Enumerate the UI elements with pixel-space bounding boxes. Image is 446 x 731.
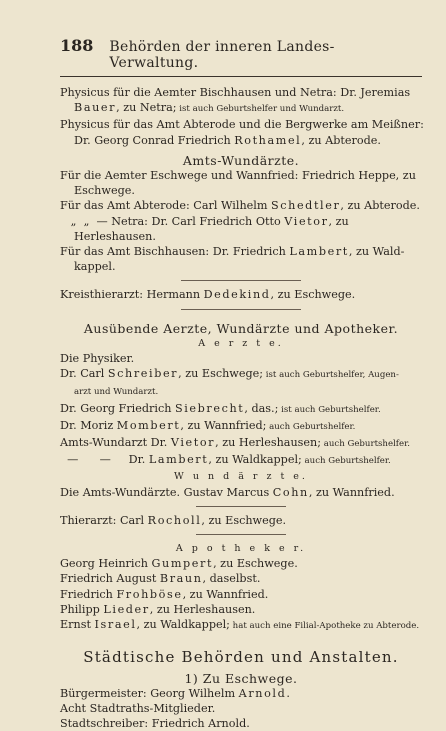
list-item: — — Dr. Lambert, zu Waldkappel; auch Geburtshelfer. xyxy=(60,453,391,467)
kreisthierarzt-line: Kreisthierarzt: Hermann Dedekind, zu Eschwege. xyxy=(60,288,356,302)
section-heading: Städtische Behörden und Anstalten. xyxy=(83,648,399,667)
list-item: Dr. Moriz Mombert, zu Wannfried; auch Geburtshelfer. xyxy=(60,418,356,432)
subsection-heading: 1) Zu Eschwege. xyxy=(184,670,298,686)
list-item: Bürgermeister: Georg Wilhelm Arnold. xyxy=(60,686,290,700)
divider xyxy=(196,534,286,535)
staedtische-list xyxy=(60,686,422,731)
list-item: arzt und Wundarzt. xyxy=(74,387,159,398)
list-item: Die Physiker. xyxy=(60,352,135,366)
physicus-section xyxy=(60,85,422,148)
text-line: Dr. Georg Conrad Friedrich Rothamel, zu Abterode. xyxy=(74,133,381,147)
list-item: Georg Heinrich Gumpert, zu Eschwege. xyxy=(60,557,298,571)
list-item: Ernst Israel, zu Waldkappel; hat auch eine Filial-Apotheke zu Abterode. xyxy=(60,618,420,632)
divider xyxy=(196,506,286,507)
section-heading: Ausübende Aerzte, Wundärzte und Apotheker. xyxy=(83,320,399,336)
subsection-heading: W u n d ä r z t e. xyxy=(174,471,308,483)
apotheker-list xyxy=(60,556,422,634)
list-item: Dr. Carl Schreiber, zu Eschwege; ist auch Geburtshelfer, Augen- xyxy=(60,367,399,381)
section-heading: Amts-Wundärzte. xyxy=(182,152,300,168)
list-item: Amts-Wundarzt Dr. Vietor, zu Herleshausen; auch Geburtshelfer. xyxy=(60,436,410,450)
list-item: Friedrich Frohböse, zu Wannfried. xyxy=(60,587,269,601)
aerzte-list xyxy=(60,351,422,469)
running-title: Behörden der inneren Landes-Verwaltung. xyxy=(109,39,335,71)
text-line: „ „ — Netra: Dr. Carl Friedrich Otto Vietor, zu xyxy=(60,214,349,228)
text-line: Physicus für die Aemter Bischhausen und Netra: Dr. Jeremias xyxy=(60,86,411,99)
list-item: Friedrich August Braun, daselbst. xyxy=(60,572,261,586)
subsection-heading: A e r z t e. xyxy=(198,337,284,349)
text-line: Für das Amt Abterode: Carl Wilhelm Schedtler, zu Abterode. xyxy=(60,199,420,213)
list-item: Dr. Georg Friedrich Siebrecht, das.; ist auch Geburtshelfer. xyxy=(60,401,381,415)
text-line: Herleshausen. xyxy=(74,229,156,243)
text-line: Eschwege. xyxy=(74,184,135,198)
amtswundaerzte-section xyxy=(60,168,422,274)
list-item: Acht Stadtraths-Mitglieder. xyxy=(60,701,216,715)
page-header xyxy=(60,36,422,77)
thierarzt-line: Thierarzt: Carl Rocholl, zu Eschwege. xyxy=(60,513,287,527)
text-line: Für die Aemter Eschwege und Wannfried: Friedrich Heppe, zu xyxy=(60,169,416,183)
text-line: Für das Amt Bischhausen: Dr. Friedrich Lambert, zu Wald- xyxy=(60,245,405,259)
subsection-heading: A p o t h e k e r. xyxy=(175,543,307,555)
list-item: Stadtschreiber: Friedrich Arnold. xyxy=(60,717,250,731)
list-item: Die Amts-Wundärzte. Gustav Marcus Cohn, zu Wannfried. xyxy=(60,485,395,499)
divider xyxy=(181,309,301,310)
list-item: Philipp Lieder, zu Herleshausen. xyxy=(60,602,256,616)
text-line: Physicus für das Amt Abterode und die Bergwerke am Meißner: xyxy=(60,118,424,132)
text-line: kappel. xyxy=(74,260,116,274)
divider xyxy=(181,280,301,281)
text-line: Bauer, zu Netra; ist auch Geburtshelfer und Wundarzt. xyxy=(74,101,345,115)
page-number: 188 xyxy=(60,36,94,55)
